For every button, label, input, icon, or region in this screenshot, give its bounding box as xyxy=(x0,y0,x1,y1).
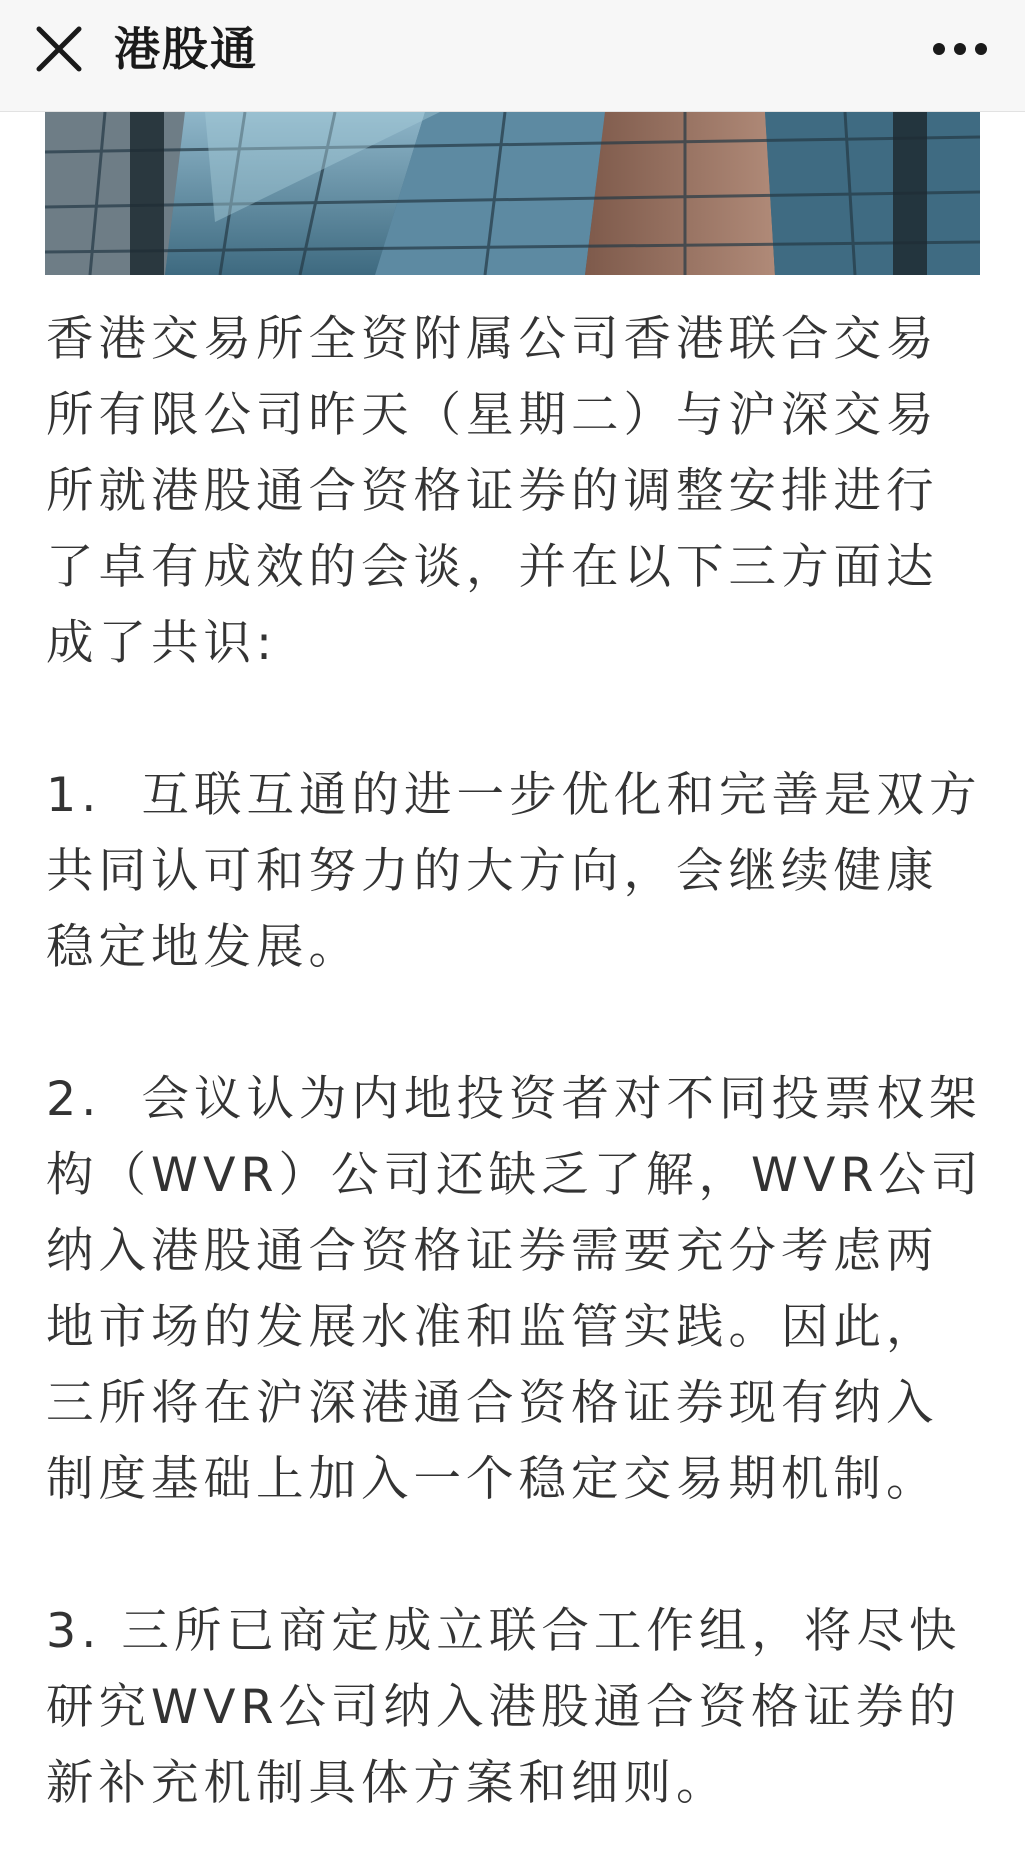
building-glass-facade-image xyxy=(45,112,980,275)
point-1-paragraph: 1. 互联互通的进一步优化和完善是双方 共同认可和努力的大方向，会继续健康 稳定地发展。 xyxy=(46,768,982,975)
intro-paragraph: 香港交易所全资附属公司香港联合交易 所有限公司昨天（星期二）与沪深交易 所就港股通合资格证券的调整安排进行 了卓有成效的会谈，并在以下三方面达 成了共识: xyxy=(46,312,939,671)
article-body xyxy=(46,302,986,1822)
top-navigation-bar xyxy=(0,0,1025,112)
close-button[interactable] xyxy=(30,20,88,78)
article-header-image xyxy=(45,112,980,275)
point-3-paragraph: 3. 三所已商定成立联合工作组，将尽快 研究WVR公司纳入港股通合资格证券的 新补充机制具体方案和细则。 xyxy=(46,1604,962,1811)
close-icon xyxy=(30,20,88,78)
point-2-paragraph: 2. 会议认为内地投资者对不同投票权架 构（WVR）公司还缺乏了解，WVR公司 纳入港股通合资格证券需要充分考虑两 地市场的发展水准和监管实践。因此， 三所将在沪深港通合资格证券现有纳入 制度基础上加入一个稳定交易期机制。 xyxy=(46,1072,984,1507)
page-title: 港股通 xyxy=(114,22,258,76)
more-horizontal-icon xyxy=(925,24,995,74)
more-options-button[interactable] xyxy=(925,24,995,74)
